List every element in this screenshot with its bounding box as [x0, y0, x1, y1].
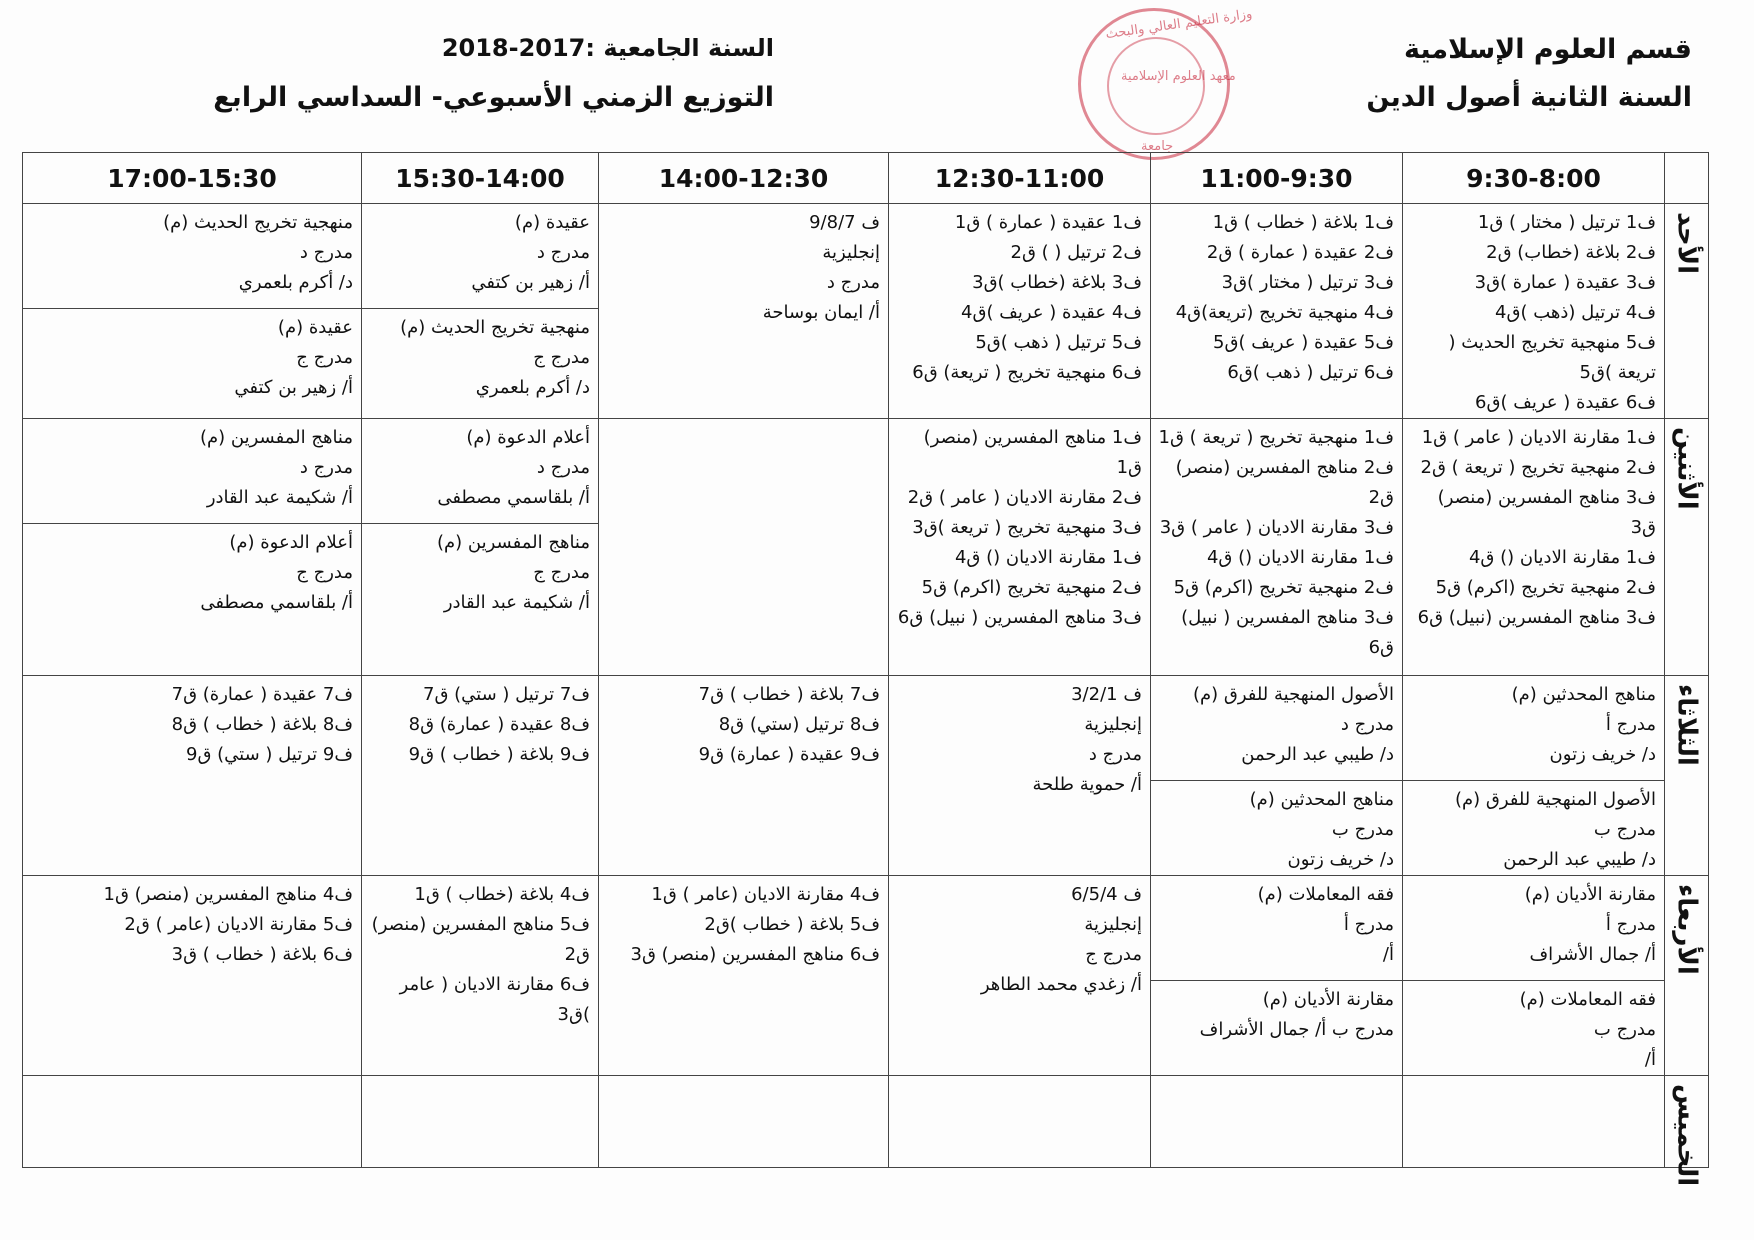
session-line: مدرج ج	[533, 562, 590, 583]
session-line: مدرج أ	[1605, 914, 1656, 935]
schedule-cell	[23, 1076, 362, 1168]
schedule-cell	[362, 676, 599, 876]
session-line: فقه المعاملات (م)	[1257, 884, 1394, 905]
session-line: ف5 مناهج المفسرين (منصر) ق2	[365, 914, 590, 965]
session-block	[365, 880, 590, 1030]
schedule-cell	[23, 204, 362, 419]
schedule-cell	[362, 419, 599, 676]
session-line: ف4 ترتيل (ذهب )ق4	[1495, 302, 1656, 323]
session-block-secondary	[23, 523, 361, 618]
schedule-cell	[599, 876, 889, 1076]
session-block-secondary	[362, 523, 598, 618]
session-line: ف 6/5/4	[1071, 884, 1142, 905]
session-line: مدرج د	[1340, 714, 1394, 735]
time-slot-header: 11:00-9:30	[1151, 153, 1403, 204]
session-line: د/ طيبي عبد الرحمن	[1503, 849, 1656, 870]
stamp-text-bottom: جامعة	[1141, 139, 1174, 154]
session-line: ف1 منهجية تخريج ( تريعة ) ق1	[1158, 427, 1394, 448]
session-line: ف6 مناهج المفسرين (منصر) ق3	[630, 944, 880, 965]
session-line: ف2 عقيدة ( عمارة ) ق2	[1206, 242, 1394, 263]
session-line: ف5 عقيدة ( عريف )ق5	[1213, 332, 1394, 353]
session-block	[368, 423, 590, 513]
day-label: الأربعاء	[1671, 884, 1702, 975]
session-block-secondary	[1151, 980, 1402, 1045]
session-block	[895, 680, 1142, 800]
session-block	[895, 423, 1142, 633]
session-line: أ/ بلقاسمي مصطفى	[437, 487, 590, 508]
session-line: ف9 عقيدة ( عمارة) ق9	[698, 744, 880, 765]
session-line: ف2 ترتيل ( ) ق2	[1010, 242, 1142, 263]
session-line: ف2 منهجية تخريج (اكرم) ق5	[1173, 577, 1394, 598]
day-label: الثلاثاء	[1671, 684, 1702, 766]
schedule-cell	[23, 676, 362, 876]
session-block-secondary	[1151, 780, 1402, 875]
session-line: ف 3/2/1	[1071, 684, 1142, 705]
session-line: ف3 عقيدة ( عمارة )ق3	[1474, 272, 1656, 293]
session-block	[29, 680, 353, 770]
session-block	[29, 880, 353, 970]
session-line: أ/ شكيمة عبد القادر	[206, 487, 353, 508]
session-block	[605, 208, 880, 328]
schedule-cell	[1151, 876, 1403, 1076]
session-line: ف7 عقيدة ( عمارة) ق7	[171, 684, 353, 705]
session-line: أ/	[1382, 944, 1394, 965]
schedule-cell	[23, 419, 362, 676]
schedule-cell	[1403, 419, 1665, 676]
session-line: ف9 ترتيل ( ستي) ق9	[185, 744, 353, 765]
session-line: ف8 عقيدة ( عمارة) ق8	[408, 714, 590, 735]
session-block	[605, 680, 880, 770]
session-line: ف6 منهجية تخريج ( تريعة) ق6	[912, 362, 1142, 383]
session-block	[368, 208, 590, 298]
session-block	[605, 880, 880, 970]
session-line: ف3 بلاغة (خطاب )ق3	[972, 272, 1142, 293]
session-block-secondary	[23, 308, 361, 403]
day-cell	[1665, 1076, 1709, 1187]
day-cell	[1665, 419, 1709, 676]
session-line: ف3 مناهج المفسرين (نبيل) ق6	[1417, 607, 1656, 628]
session-line: ف7 بلاغة ( خطاب ) ق7	[698, 684, 880, 705]
schedule-cell	[1403, 676, 1665, 876]
session-line: ف8 بلاغة ( خطاب ) ق8	[171, 714, 353, 735]
time-slot-header: 14:00-12:30	[599, 153, 889, 204]
academic-year: السنة الجامعية :2017-2018	[441, 34, 774, 62]
session-line: مناهج المحدثين (م)	[1249, 789, 1394, 810]
session-line: منهجية تخريج الحديث (م)	[163, 212, 353, 233]
official-stamp	[1078, 6, 1254, 160]
corner-cell	[1665, 153, 1709, 204]
schedule-cell	[599, 676, 889, 876]
schedule-cell	[1403, 204, 1665, 419]
session-line: إنجليزية	[1084, 714, 1142, 735]
schedule-cell	[23, 876, 362, 1076]
session-line: ف5 بلاغة ( خطاب )ق2	[704, 914, 880, 935]
session-block-secondary	[1403, 780, 1664, 875]
day-row	[23, 204, 1709, 419]
session-line: مناهج المفسرين (م)	[437, 532, 590, 553]
schedule-cell	[1403, 876, 1665, 1076]
session-line: د/ خريف زتون	[1549, 744, 1656, 765]
session-block	[1157, 880, 1394, 970]
schedule-cell	[1151, 676, 1403, 876]
session-line: مدرج أ	[1605, 714, 1656, 735]
day-row	[23, 676, 1709, 876]
day-row	[23, 876, 1709, 1076]
day-label: الأحد	[1671, 212, 1702, 275]
session-line: مدرج ب	[1593, 1019, 1656, 1040]
schedule-cell	[1151, 204, 1403, 419]
session-line: ف6 بلاغة ( خطاب ) ق3	[171, 944, 353, 965]
session-block	[368, 680, 590, 770]
session-line: مدرج ج	[296, 562, 353, 583]
department-title: قسم العلوم الإسلامية	[1403, 34, 1692, 65]
session-line: ف3 مناهج المفسرين ( نبيل) ق6	[1175, 607, 1394, 658]
session-block	[1409, 423, 1656, 633]
session-line: مقارنة الأديان (م)	[1262, 989, 1394, 1010]
session-line: أ/ حموية طلحة	[1032, 774, 1142, 795]
session-line: مدرج د	[299, 457, 353, 478]
session-line: ف1 مناهج المفسرين (منصر) ق1	[917, 427, 1142, 478]
session-line: د/ أكرم بلعمري	[475, 377, 590, 398]
session-line: مدرج د	[299, 242, 353, 263]
session-block	[1157, 208, 1394, 388]
session-line: أ/ ايمان بوساحة	[762, 302, 880, 323]
schedule-cell	[1403, 1076, 1665, 1168]
session-line: د/ أكرم بلعمري	[238, 272, 353, 293]
session-line: أ/ زهير بن كتفي	[234, 377, 353, 398]
schedule-cell	[889, 204, 1151, 419]
session-line: مدرج ج	[1085, 944, 1142, 965]
program-title: السنة الثانية أصول الدين	[1366, 82, 1692, 113]
session-line: ف2 مناهج المفسرين (منصر) ق2	[1169, 457, 1394, 508]
session-line: مدرج ب أ/ جمال الأشراف	[1199, 1019, 1394, 1040]
day-label: الأثنين	[1671, 427, 1702, 510]
session-line: ف1 مقارنة الاديان () ق4	[954, 547, 1142, 568]
session-line: ف3 ترتيل ( مختار )ق3	[1221, 272, 1394, 293]
day-cell	[1665, 876, 1709, 1076]
session-block	[29, 423, 353, 513]
session-line: ف2 منهجية تخريج ( تريعة ) ق2	[1420, 457, 1656, 478]
session-line: مقارنة الأديان (م)	[1524, 884, 1656, 905]
session-line: أ/	[1644, 1049, 1656, 1070]
session-line: أ/ بلقاسمي مصطفى	[200, 592, 353, 613]
session-line: مدرج د	[536, 457, 590, 478]
session-line: أعلام الدعوة (م)	[466, 427, 590, 448]
schedule-cell	[599, 1076, 889, 1168]
day-row	[23, 1076, 1709, 1168]
session-line: مدرج د	[1088, 744, 1142, 765]
day-row	[23, 419, 1709, 676]
session-line: ف4 مناهج المفسرين (منصر) ق1	[103, 884, 353, 905]
stamp-text-center: معهد العلوم الإسلامية	[1121, 69, 1236, 84]
session-line: الأصول المنهجية للفرق (م)	[1454, 789, 1656, 810]
time-header-row	[23, 153, 1709, 204]
session-line: مدرج ب	[1593, 819, 1656, 840]
schedule-cell	[362, 204, 599, 419]
day-label: الخميس	[1671, 1084, 1702, 1187]
session-block	[29, 208, 353, 298]
session-line: ف2 منهجية تخريج (اكرم) ق5	[1435, 577, 1656, 598]
session-block	[1157, 423, 1394, 663]
session-line: ف1 بلاغة ( خطاب ) ق1	[1212, 212, 1394, 233]
session-line: أ/ زغدي محمد الطاهر	[980, 974, 1142, 995]
session-line: ف9 بلاغة ( خطاب ) ق9	[408, 744, 590, 765]
session-line: ف8 ترتيل (ستي) ق8	[718, 714, 880, 735]
session-line: ف2 مقارنة الاديان ( عامر ) ق2	[907, 487, 1142, 508]
session-line: فقه المعاملات (م)	[1519, 989, 1656, 1010]
session-line: مدرج د	[826, 272, 880, 293]
session-line: عقيدة (م)	[277, 317, 353, 338]
session-line: ف4 مقارنة الاديان (عامر ) ق1	[651, 884, 880, 905]
session-block	[1409, 208, 1656, 418]
session-line: إنجليزية	[1084, 914, 1142, 935]
session-block	[895, 208, 1142, 388]
session-line: ف6 عقيدة ( عريف )ق6	[1475, 392, 1656, 413]
session-line: ف5 منهجية تخريج الحديث ( تريعة )ق5	[1442, 332, 1656, 383]
session-line: ف5 ترتيل ( ذهب )ق5	[975, 332, 1142, 353]
session-line: ف1 مقارنة الاديان () ق4	[1468, 547, 1656, 568]
day-cell	[1665, 676, 1709, 876]
session-block	[895, 880, 1142, 1000]
session-line: ف1 عقيدة ( عمارة ) ق1	[954, 212, 1142, 233]
session-block	[1157, 680, 1394, 770]
session-line: ف7 ترتيل ( ستي) ق7	[422, 684, 590, 705]
session-line: أ/ جمال الأشراف	[1529, 944, 1656, 965]
session-line: الأصول المنهجية للفرق (م)	[1192, 684, 1394, 705]
time-slot-header: 15:30-14:00	[362, 153, 599, 204]
session-line: ف4 منهجية تخريج (تريعة)ق4	[1175, 302, 1394, 323]
schedule-cell	[1151, 1076, 1403, 1168]
session-line: د/ خريف زتون	[1287, 849, 1394, 870]
session-block	[1409, 680, 1656, 770]
session-line: ف3 مناهج المفسرين ( نبيل) ق6	[897, 607, 1142, 628]
session-line: ف3 مقارنة الاديان ( عامر ) ق3	[1159, 517, 1394, 538]
time-slot-header: 17:00-15:30	[23, 153, 362, 204]
time-slot-header: 9:30-8:00	[1403, 153, 1665, 204]
session-line: ف 9/8/7	[809, 212, 880, 233]
stamp-text-top: وزارة التعليم العالي والبحث	[1104, 6, 1254, 43]
session-line: عقيدة (م)	[514, 212, 590, 233]
session-line: ف2 منهجية تخريج (اكرم) ق5	[921, 577, 1142, 598]
session-line: مدرج ج	[296, 347, 353, 368]
session-block-secondary	[362, 308, 598, 403]
schedule-subtitle: التوزيع الزمني الأسبوعي- السداسي الرابع	[213, 82, 774, 113]
schedule-cell	[362, 1076, 599, 1168]
session-line: مدرج ب	[1331, 819, 1394, 840]
session-line: ف1 مقارنة الاديان () ق4	[1206, 547, 1394, 568]
session-line: ف1 مقارنة الاديان ( عامر ) ق1	[1421, 427, 1656, 448]
session-block	[1409, 880, 1656, 970]
session-line: ف4 عقيدة ( عريف )ق4	[961, 302, 1142, 323]
session-line: مدرج د	[536, 242, 590, 263]
schedule-cell	[599, 204, 889, 419]
session-line: أ/ شكيمة عبد القادر	[443, 592, 590, 613]
session-line: د/ طيبي عبد الرحمن	[1241, 744, 1394, 765]
schedule-cell	[889, 419, 1151, 676]
session-line: ف5 مقارنة الاديان (عامر ) ق2	[124, 914, 353, 935]
schedule-cell	[362, 876, 599, 1076]
schedule-cell	[1151, 419, 1403, 676]
session-line: ف2 بلاغة (خطاب) ق2	[1486, 242, 1656, 263]
session-line: أعلام الدعوة (م)	[229, 532, 353, 553]
session-line: ف3 منهجية تخريج ( تريعة )ق3	[912, 517, 1142, 538]
schedule-cell	[889, 1076, 1151, 1168]
session-line: مناهج المحدثين (م)	[1511, 684, 1656, 705]
session-line: مناهج المفسرين (م)	[200, 427, 353, 448]
schedule-table	[22, 152, 1709, 1187]
day-cell	[1665, 204, 1709, 419]
session-line: ف1 ترتيل ( مختار ) ق1	[1477, 212, 1656, 233]
session-line: مدرج أ	[1343, 914, 1394, 935]
session-line: ف4 بلاغة (خطاب ) ق1	[414, 884, 590, 905]
session-line: ف3 مناهج المفسرين (منصر) ق3	[1431, 487, 1656, 538]
session-line: مدرج ج	[533, 347, 590, 368]
schedule-cell	[889, 676, 1151, 876]
session-line: إنجليزية	[822, 242, 880, 263]
session-line: أ/ زهير بن كتفي	[471, 272, 590, 293]
schedule-cell	[599, 419, 889, 676]
schedule-cell	[889, 876, 1151, 1076]
session-line: منهجية تخريج الحديث (م)	[400, 317, 590, 338]
session-line: ف6 ترتيل ( ذهب )ق6	[1227, 362, 1394, 383]
time-slot-header: 12:30-11:00	[889, 153, 1151, 204]
session-line: ف6 مقارنة الاديان ( عامر )ق3	[393, 974, 590, 1025]
session-block-secondary	[1403, 980, 1664, 1075]
